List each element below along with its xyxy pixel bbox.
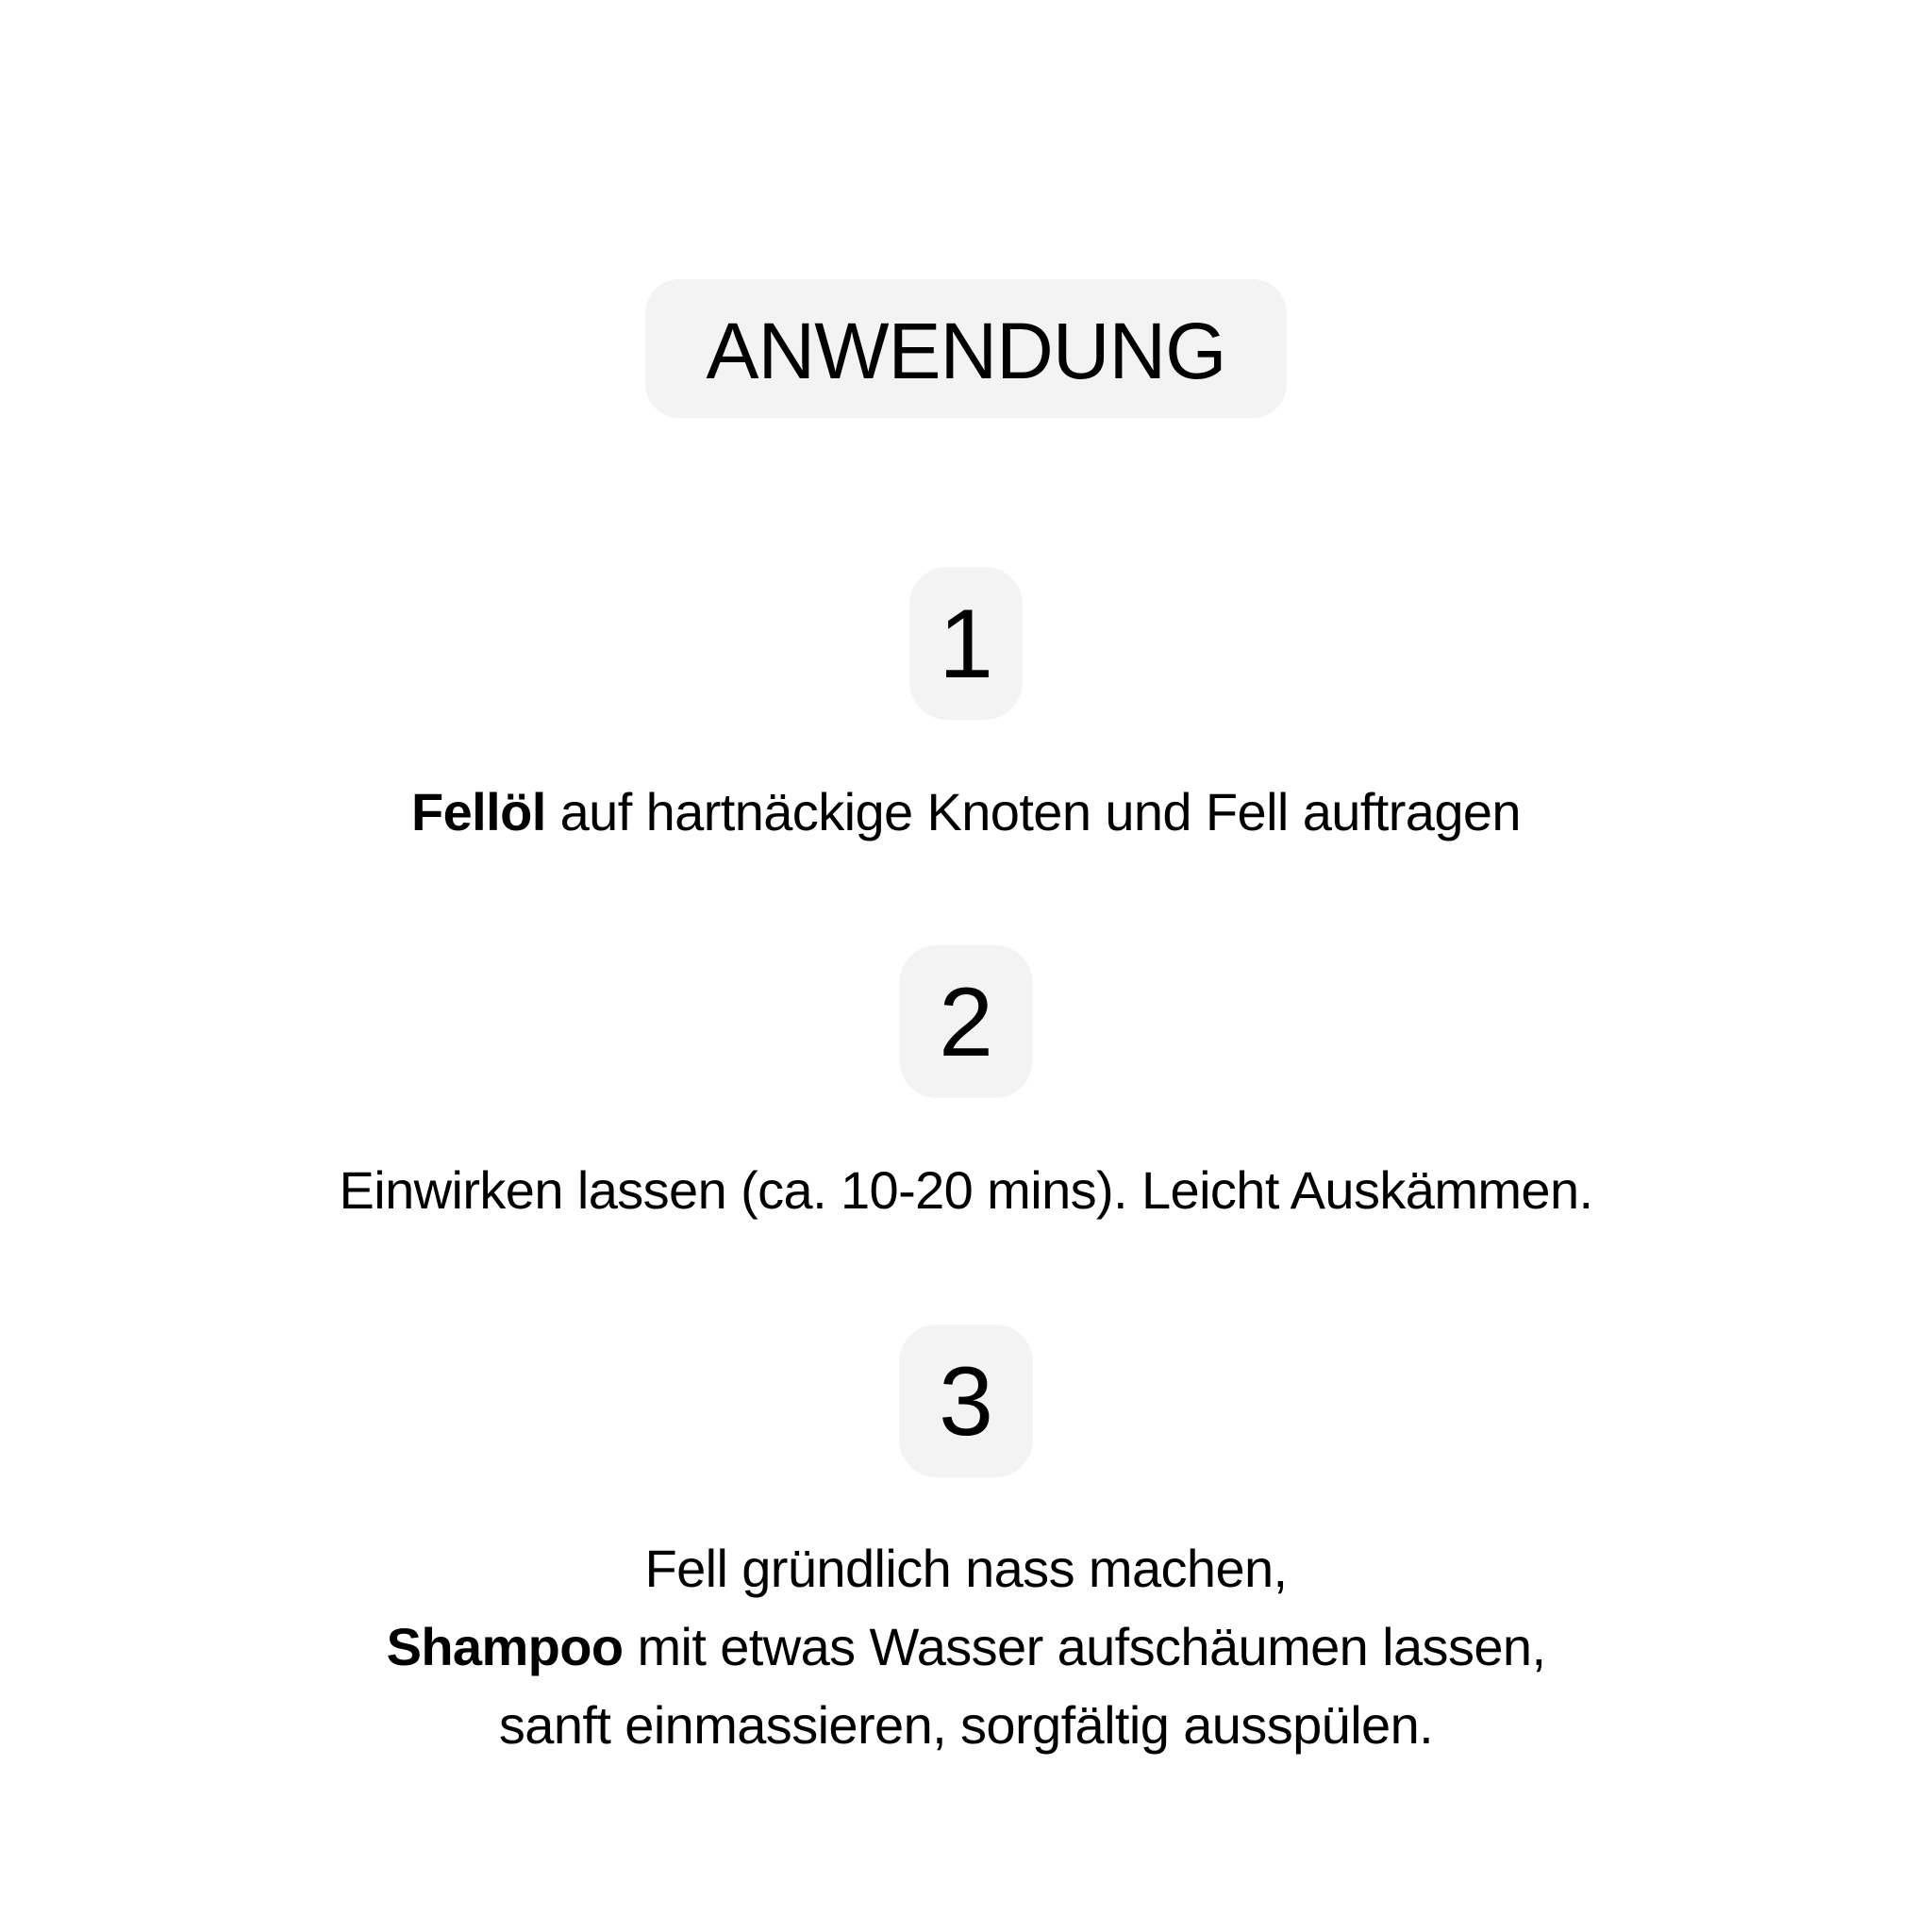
step-3-instruction: mit etwas Wasser aufschäumen lassen, sanft einmassieren, sorgfältig ausspülen. (498, 1617, 1546, 1755)
step-2-number: 2 (939, 968, 993, 1077)
step-1-badge (909, 567, 1023, 720)
section-heading: ANWENDUNG (706, 306, 1226, 395)
step-3-product: Shampoo (386, 1617, 624, 1676)
step-1-product: Fellöl (411, 782, 546, 841)
step-2-text (0, 1151, 1932, 1229)
section-heading-pill (645, 279, 1287, 418)
step-2-instruction: Einwirken lassen (ca. 10-20 mins). Leicht Auskämmen. (339, 1160, 1593, 1220)
step-1-number: 1 (939, 590, 993, 699)
step-1-instruction: auf hartnäckige Knoten und Fell auftragen (545, 782, 1521, 841)
step-3-text (386, 1529, 1546, 1764)
step-3-number: 3 (939, 1347, 993, 1457)
step-3-instruction-line1: Fell gründlich nass machen, (644, 1539, 1288, 1598)
step-3-badge (899, 1324, 1033, 1477)
step-1-text (0, 773, 1932, 851)
step-2-badge (900, 945, 1033, 1098)
